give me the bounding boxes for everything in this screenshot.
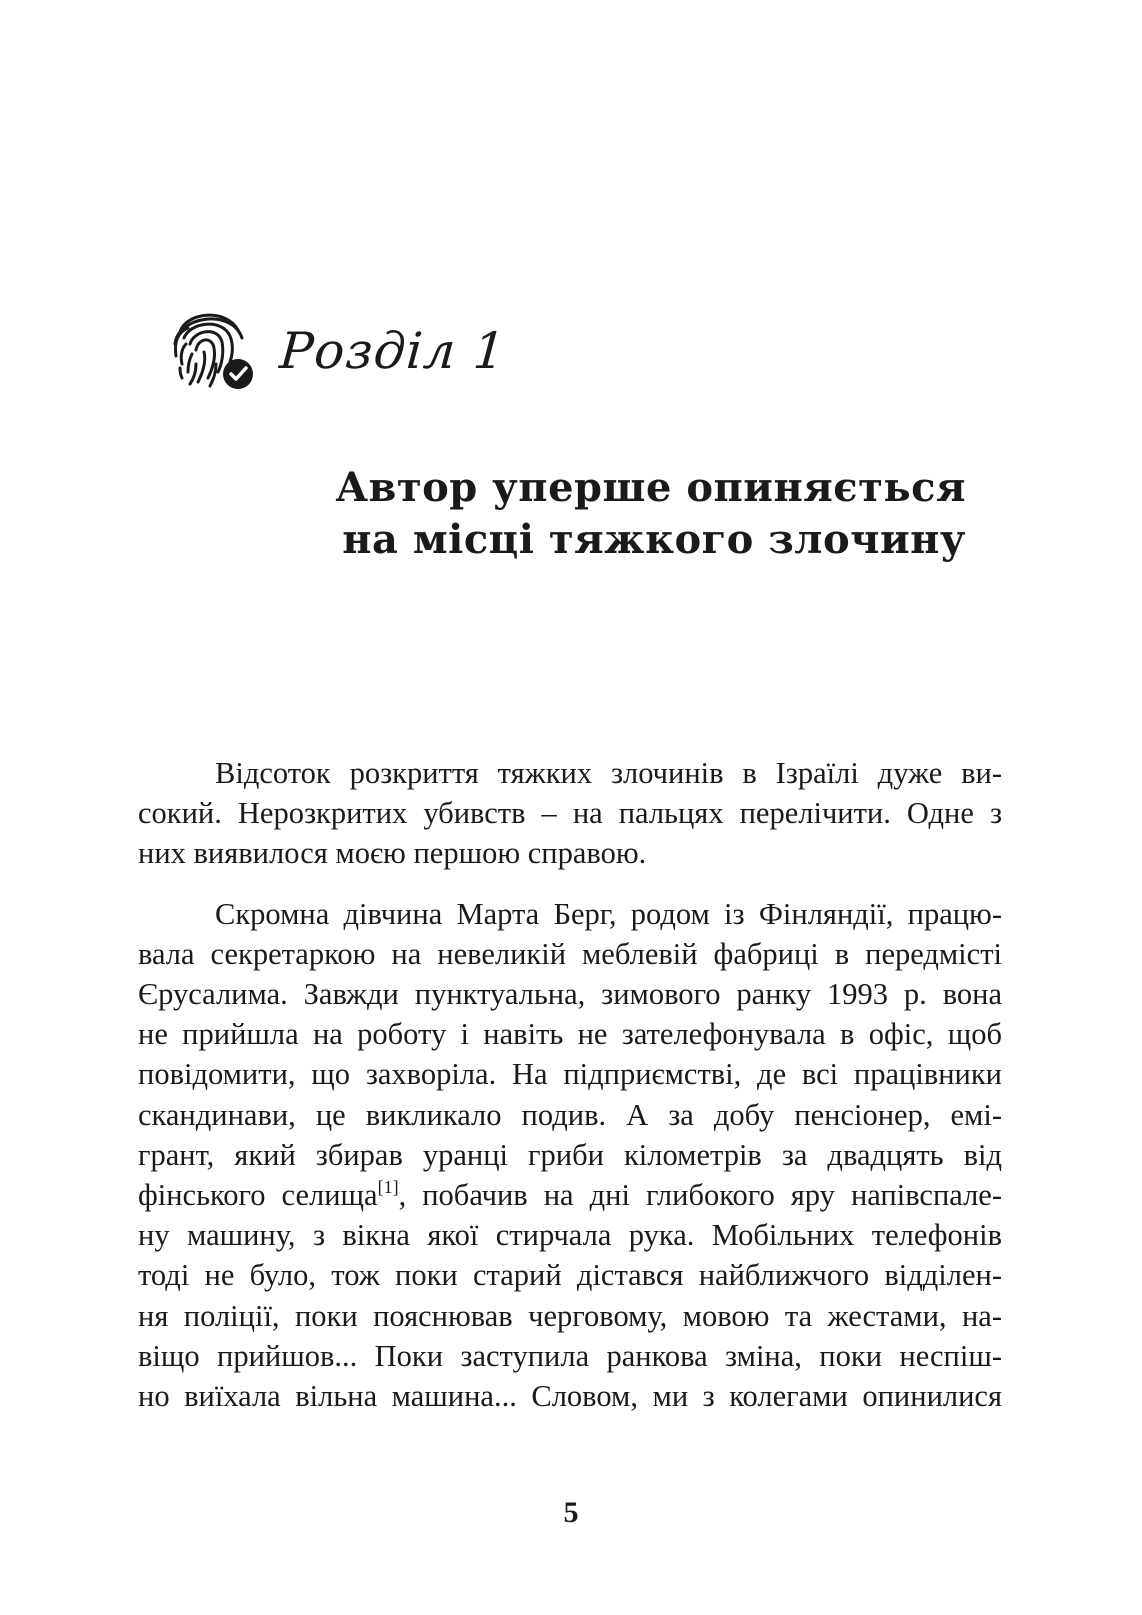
footnote-reference[interactable]: [1] <box>377 1177 399 1198</box>
paragraph-1 <box>138 753 1002 874</box>
chapter-title-line-2: на місці тяжкого злочину <box>342 516 966 563</box>
chapter-body <box>138 753 1002 1436</box>
text-line: но виїхала вільна машина... Словом, ми з колегами опинилися <box>138 1379 1002 1414</box>
text-line: Відсоток розкриття тяжких злочинів в Ізраїлі дуже ви- <box>215 756 1002 790</box>
text-line: вала секретаркою на невеликій меблевій фабриці в передмісті <box>138 936 1002 971</box>
text-line: них виявилося моєю першою справою. <box>138 836 647 871</box>
paragraph-2 <box>138 894 1002 1417</box>
text-line: Єрусалима. Завжди пунктуальна, зимового ранку 1993 р. вона <box>138 977 1002 1012</box>
text-line: ня поліції, поки пояснював черговому, мовою та жестами, на- <box>138 1298 1002 1333</box>
text-fragment: , побачив на дні глибокого яру напівспале- <box>398 1178 1002 1213</box>
page-number: 5 <box>563 1496 579 1529</box>
text-line: ну машину, з вікна якої стирчала рука. Мобільних телефонів <box>138 1218 1002 1253</box>
chapter-heading <box>166 298 509 398</box>
chapter-title-line-1: Автор уперше опиняється <box>335 464 966 511</box>
text-line: тоді не було, тож поки старий дістався найближчого відділен- <box>138 1258 1002 1293</box>
text-line: повідомити, що захворіла. На підприємстві, де всі працівники <box>138 1057 1002 1092</box>
chapter-title <box>206 462 966 566</box>
text-line: скандинави, це викликало подив. А за добу пенсіонер, емі- <box>138 1097 1002 1132</box>
text-line: віщо прийшов... Поки заступила ранкова зміна, поки неспіш- <box>138 1338 1002 1373</box>
text-line: сокий. Нерозкритих убивств – на пальцях перелічити. Одне з <box>138 796 1002 831</box>
chapter-label: Розділ 1 <box>277 322 509 380</box>
fingerprint-check-icon <box>166 302 258 394</box>
text-fragment: фінського селища <box>138 1178 378 1213</box>
text-line-with-footnote <box>138 1175 1002 1215</box>
text-line: не прийшла на роботу і навіть не зателефонувала в офіс, щоб <box>138 1017 1002 1052</box>
text-line: Скромна дівчина Марта Берг, родом із Фінляндії, працю- <box>215 896 1002 931</box>
text-line: грант, який збирав уранці гриби кілометрів за двадцять від <box>138 1137 1002 1172</box>
